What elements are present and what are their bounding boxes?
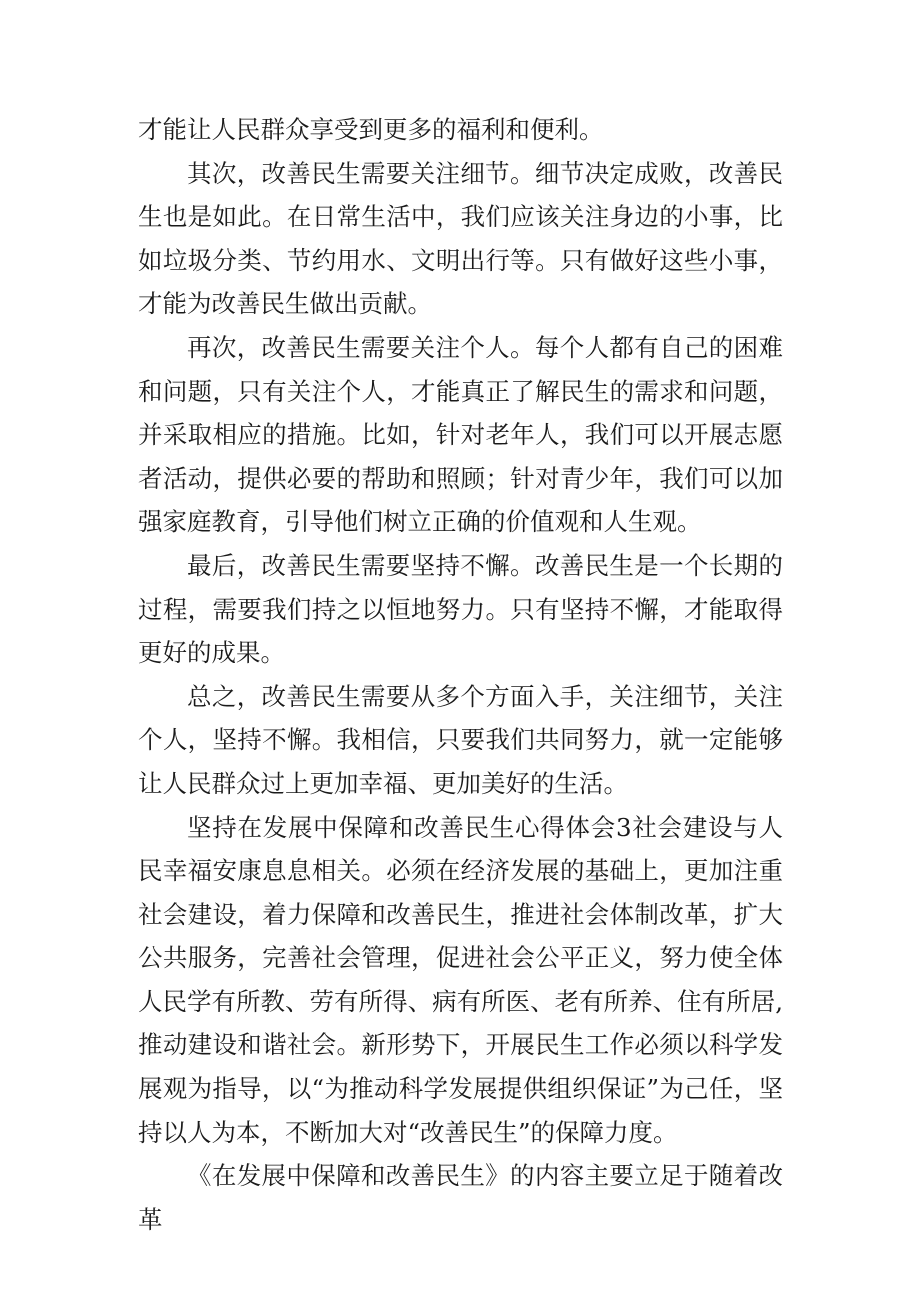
paragraph-book-content: 《在发展中保障和改善民生》的内容主要立足于随着改革: [138, 1161, 783, 1234]
paragraph-conclusion: 总之，改善民生需要从多个方面入手，关注细节，关注个人，坚持不懈。我相信，只要我们共同努力，就一定能够让人民群众过上更加幸福、更加美好的生活。: [138, 681, 783, 798]
paragraph-individuals: 再次，改善民生需要关注个人。每个人都有自己的困难和问题，只有关注个人，才能真正了解民生的需求和问题，并采取相应的措施。比如，针对老年人，我们可以开展志愿者活动，提供必要的帮助和照顾；针对青少年，我们可以加强家庭教育，引导他们树立正确的价值观和人生观。: [138, 332, 783, 537]
paragraph-essay-3: 坚持在发展中保障和改善民生心得体会3社会建设与人民幸福安康息息相关。必须在经济发展的基础上，更加注重社会建设，着力保障和改善民生，推进社会体制改革，扩大公共服务，完善社会管理，促进社会公平正义，努力使全体人民学有所教、劳有所得、病有所医、老有所养、住有所居,推动建设和谐社会。新形势下，开展民生工作必须以科学发展观为指导，以“为推动科学发展提供组织保证”为己任，坚持以人为本，不断加大对“改善民生”的保障力度。: [138, 812, 783, 1147]
paragraph-continuation: 才能让人民群众享受到更多的福利和便利。: [138, 115, 604, 144]
document-body: [138, 108, 783, 1241]
paragraph-persistence: 最后，改善民生需要坚持不懈。改善民生是一个长期的过程，需要我们持之以恒地努力。只有坚持不懈，才能取得更好的成果。: [138, 550, 783, 668]
paragraph-details: 其次，改善民生需要关注细节。细节决定成败，改善民生也是如此。在日常生活中，我们应该关注身边的小事，比如垃圾分类、节约用水、文明出行等。只有做好这些小事，才能为改善民生做出贡献。: [138, 158, 783, 319]
